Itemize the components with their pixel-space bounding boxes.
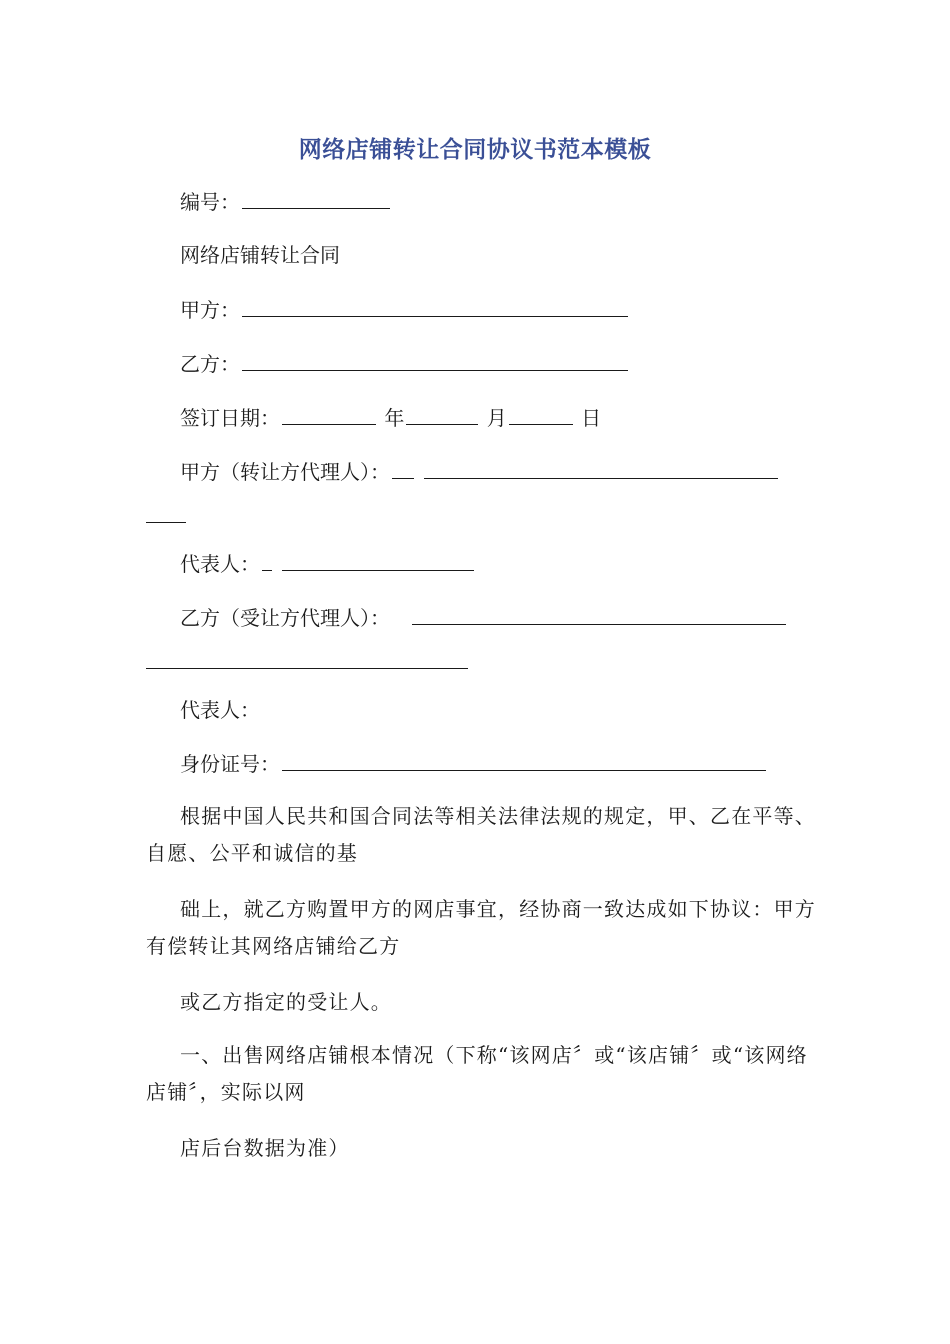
representative-row-1 [180, 550, 476, 577]
paragraph-1: 根据中国人民共和国合同法等相关法律法规的规定，甲、乙在平等、自愿、公平和诚信的基 [146, 804, 816, 865]
representative-blank-short-1[interactable] [262, 550, 272, 571]
number-blank[interactable] [242, 188, 390, 209]
paragraph-3: 或乙方指定的受让人。 [180, 990, 392, 1014]
sign-date-label: 签订日期： [180, 406, 280, 430]
representative-label-1: 代表人： [180, 552, 260, 576]
month-blank[interactable] [406, 404, 478, 425]
number-label: 编号： [180, 190, 240, 214]
party-a-agent-blank-cont[interactable] [146, 502, 186, 523]
party-a-agent-row-cont [146, 502, 186, 529]
paragraph-4: 一、出售网络店铺根本情况（下称“该网店〞或“该店铺〞或“该网络店铺〞，实际以网 [146, 1043, 808, 1104]
day-blank[interactable] [509, 404, 573, 425]
party-b-row [180, 350, 630, 377]
contract-name: 网络店铺转让合同 [180, 243, 340, 267]
sign-date-row [180, 404, 601, 431]
id-number-label: 身份证号： [180, 752, 280, 776]
party-b-agent-row-cont [146, 648, 468, 675]
year-label: 年 [384, 406, 405, 430]
party-b-agent-row [180, 604, 788, 631]
party-a-label: 甲方： [180, 298, 240, 322]
party-b-label: 乙方： [180, 352, 240, 376]
party-a-row [180, 296, 630, 323]
document-title: 网络店铺转让合同协议书范本模板 [298, 137, 652, 163]
year-blank[interactable] [282, 404, 376, 425]
party-b-agent-blank-cont[interactable] [146, 648, 468, 669]
day-label: 日 [581, 406, 602, 430]
party-b-agent-blank[interactable] [412, 604, 786, 625]
party-a-agent-blank[interactable] [424, 458, 778, 479]
paragraph-2: 础上，就乙方购置甲方的网店事宜，经协商一致达成如下协议：甲方有偿转让其网络店铺给乙方 [146, 897, 816, 958]
id-number-row [180, 750, 768, 777]
party-a-agent-label: 甲方（转让方代理人）： [180, 460, 390, 484]
party-a-agent-row [180, 458, 780, 485]
representative-row-2 [180, 697, 260, 723]
representative-blank-1[interactable] [282, 550, 474, 571]
id-number-blank[interactable] [282, 750, 766, 771]
party-a-agent-blank-short[interactable] [392, 458, 414, 479]
paragraph-5: 店后台数据为准） [180, 1136, 350, 1160]
month-label: 月 [486, 406, 507, 430]
party-b-agent-label: 乙方（受让方代理人）： [180, 606, 390, 630]
number-row [180, 188, 392, 215]
party-b-blank[interactable] [242, 350, 628, 371]
party-a-blank[interactable] [242, 296, 628, 317]
representative-label-2: 代表人： [180, 698, 260, 722]
